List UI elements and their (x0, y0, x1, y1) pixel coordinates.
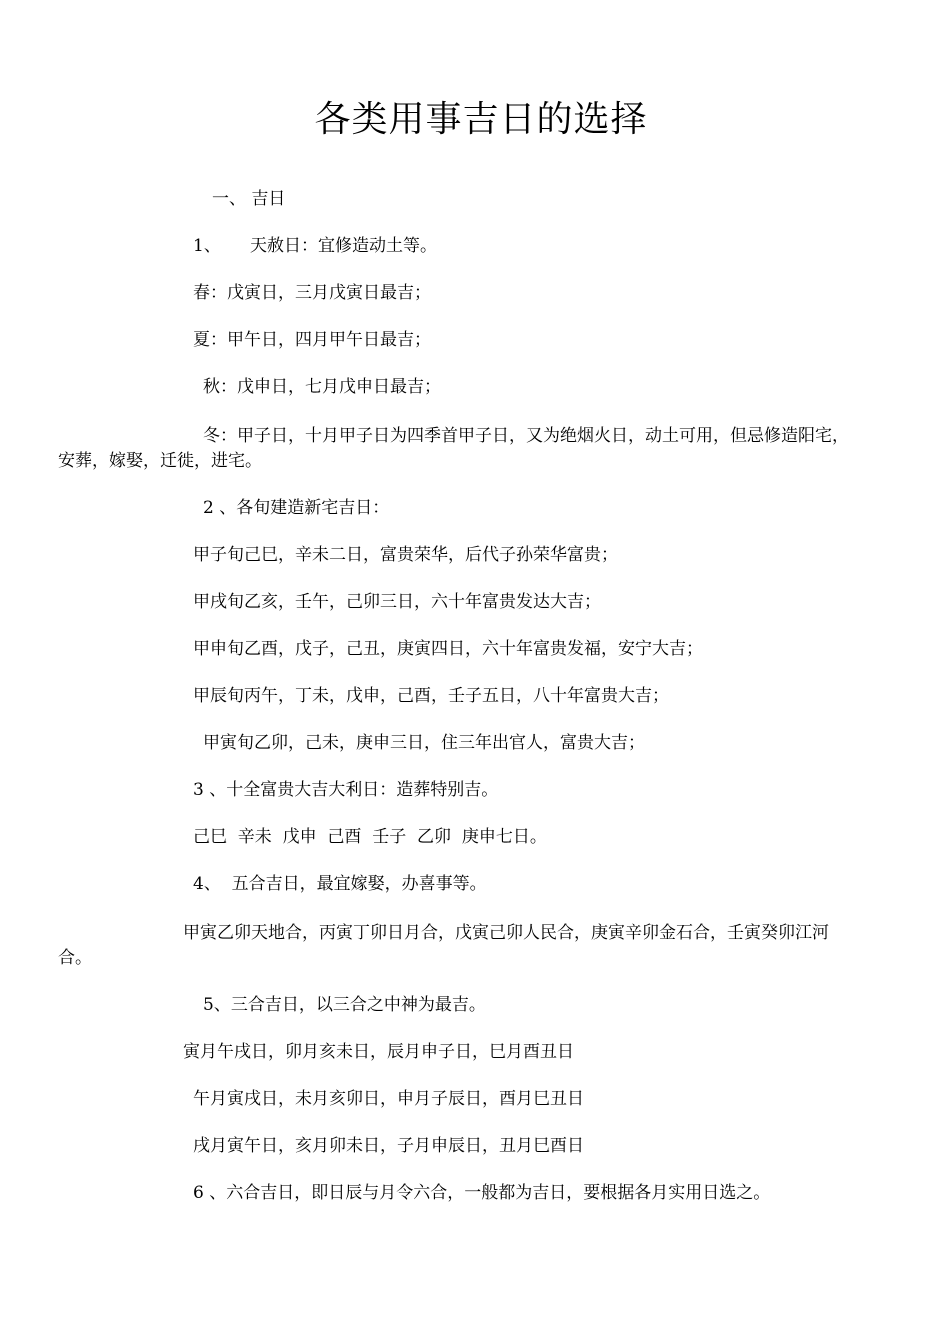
xun-line-5: 甲寅旬乙卯，己未，庚申三日，住三年出官人，富贵大吉； (203, 733, 645, 753)
item-1-text: 天赦日：宜修造动土等。 (250, 236, 437, 256)
item-5-heading: 5、三合吉日，以三合之中神为最吉。 (203, 995, 486, 1015)
xun-line-3: 甲申旬乙酉，戊子，己丑，庚寅四日，六十年富贵发福，安宁大吉； (193, 639, 703, 659)
item-4-heading: 4、 五合吉日，最宜嫁娶，办喜事等。 (193, 874, 487, 894)
item-3-days: 己巳 辛未 戊申 己酉 壬子 乙卯 庚申七日。 (193, 827, 547, 847)
item-3-heading: 3 、十全富贵大吉大利日：造葬特别吉。 (193, 780, 499, 800)
item-4-detail-line-1: 甲寅乙卯天地合，丙寅丁卯日月合，戊寅己卯人民合，庚寅辛卯金石合，壬寅癸卯江河 (183, 923, 829, 943)
xun-line-2: 甲戌旬乙亥，壬午，己卯三日，六十年富贵发达大吉； (193, 592, 601, 612)
xun-line-4: 甲辰旬丙午，丁未，戊申，己酉，壬子五日，八十年富贵大吉； (193, 686, 669, 706)
xun-line-1: 甲子旬己巳，辛未二日，富贵荣华，后代子孙荣华富贵； (193, 545, 618, 565)
item-5-row-3: 戌月寅午日，亥月卯未日，子月申辰日，丑月巳酉日 (193, 1136, 584, 1156)
item-6-text: 6 、六合吉日，即日辰与月令六合，一般都为吉日，要根据各月实用日选之。 (193, 1183, 771, 1203)
item-2-heading: 2 、各旬建造新宅吉日： (203, 498, 390, 518)
winter-line-2: 安葬，嫁娶，迁徙，进宅。 (58, 451, 262, 471)
section-heading-auspicious-days: 一、 吉日 (212, 189, 286, 209)
item-5-row-1: 寅月午戌日，卯月亥未日，辰月申子日，巳月酉丑日 (183, 1042, 574, 1062)
winter-line-1: 冬：甲子日，十月甲子日为四季首甲子日，又为绝烟火日，动土可用，但忌修造阳宅， (203, 426, 849, 446)
page-title: 各类用事吉日的选择 (314, 99, 648, 140)
item-4-detail-line-2: 合。 (58, 948, 92, 968)
spring-line: 春：戊寅日，三月戊寅日最吉； (193, 283, 431, 303)
summer-line: 夏：甲午日，四月甲午日最吉； (193, 330, 431, 350)
item-5-row-2: 午月寅戌日，未月亥卯日，申月子辰日，酉月巳丑日 (193, 1089, 584, 1109)
autumn-line: 秋：戊申日，七月戊申日最吉； (203, 377, 441, 397)
item-1-number: 1、 (193, 236, 221, 256)
